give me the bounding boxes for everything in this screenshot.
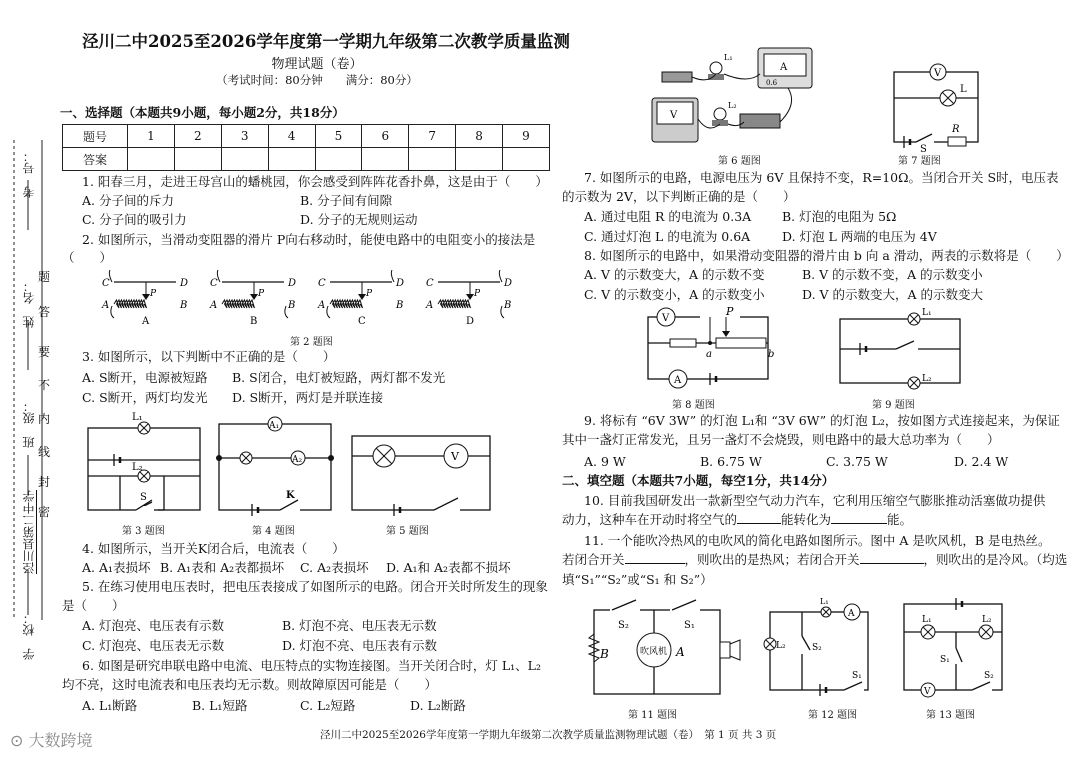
answer-table-answer-label: 答案 [63,148,128,171]
rheostat-coil [438,300,471,308]
rheostat-label-p: P [474,289,481,299]
rheostat-caption: A [142,316,150,327]
q9-option-d: D. 2.4 W [954,454,1009,469]
q11-blank-2[interactable] [860,551,924,564]
q3-option-d: D. S断开，两灯是并联连接 [232,390,384,405]
q3-option-a: A. S断开，电源被短路 [82,370,208,385]
q2-rheostat-figure [100,270,540,330]
watermark-icon: ⊙ [10,731,29,750]
exam-subtitle: 物理试题（卷） [271,57,363,72]
q2-stem: 2. 如图所示，当滑动变阻器的滑片 P向右移动时，能使电路中的电阻变小的接法是 [82,232,536,247]
q5-stem: 5. 在练习使用电压表时，把电压表接成了如图所示的电路。闭合开关时所发生的现象 [82,579,548,594]
q8-option-d: D. V 的示数变大，A 的示数变大 [802,287,984,302]
school-value: 泾川县第二中学 [22,490,36,574]
q3-caption-4: 第 4 题图 [252,526,295,537]
fig3-label-l1: L₁ [132,412,143,423]
q7-option-b: B. 灯泡的电阻为 5Ω [782,209,897,224]
q11-stem-2b: ，则吹出的是热风；若闭合开关 [684,552,860,567]
fig9-label-l2: L₂ [922,374,932,384]
q8-option-b: B. V 的示数不变，A 的示数变小 [802,267,983,282]
rheostat-label-p: P [366,289,373,299]
rheostat-label-c: C [318,278,326,289]
q5-option-a: A. 灯泡亮、电压表有示数 [82,618,224,633]
fig12-label-s2: S₂ [812,643,822,653]
fig6-label-a: A [780,62,788,73]
q11-blank-1[interactable] [625,551,685,564]
rheostat-label-b: B [180,300,188,311]
q11-caption: 第 11 题图 [628,710,678,721]
q5-option-c: C. 灯泡亮、电压表无示数 [82,638,225,653]
q10-blank-1[interactable] [737,511,781,524]
answer-cell[interactable] [409,148,456,171]
fig12-label-a: A [848,609,855,619]
q12-caption: 第 12 题图 [808,710,858,721]
answer-cell[interactable] [221,148,268,171]
fig11-label-s2: S₂ [618,620,629,631]
binding-strip [0,0,60,762]
rheostat-coil [114,300,147,308]
q3-caption-5: 第 5 题图 [386,526,429,537]
rheostat-wire [327,306,330,318]
q8-option-c: C. V 的示数变小，A 的示数变小 [584,287,765,302]
q10-stem-2a: 动力，这种车在开动时将空气的 [562,512,738,527]
fig8-label-a: a [706,349,712,360]
q11-stem-2 [562,551,1067,568]
q9-option-a: A. 9 W [584,454,626,469]
q9-option-b: B. 6.75 W [700,454,762,469]
rheostat-wire [111,306,114,318]
fig12-label-l1: L₁ [820,597,829,606]
answer-table [62,124,550,171]
fig11-blower-label: 吹风机 [640,647,668,657]
fig13-label-v: V [924,687,931,697]
fig11-label-s1: S₁ [684,620,695,631]
rheostat-label-a: A [102,300,110,311]
seal-char-2: 封 [38,475,51,489]
q6-caption: 第 6 题图 [718,156,761,167]
fig7-label-s: S [920,144,927,152]
rheostat-caption: C [358,316,366,327]
q10-stem-2 [562,511,912,528]
q5-stem-2: 是（ ） [62,598,125,613]
q1-option-d: D. 分子的无规则运动 [300,212,418,227]
fig13-label-s1: S₁ [940,655,950,665]
q2-stem-2: （ ） [62,250,113,265]
q4-stem: 4. 如图所示，当开关K闭合后，电流表（ ） [82,541,345,556]
fig4-label-a2: A₂ [292,455,303,465]
q1-option-c: C. 分子间的吸引力 [82,212,187,227]
rheostat-label-a: A [210,300,218,311]
fig5-label-v: V [451,450,459,463]
fig6-label-l2: L₂ [728,101,737,110]
q1-stem: 1. 阳春三月，走进王母宫山的蟠桃园，你会感受到阵阵花香扑鼻，这是由于（ ） [82,174,548,189]
school-label: 学 校： [22,612,36,660]
answer-table-number: 3 [221,125,268,148]
rheostat-label-a: A [426,300,434,311]
answer-table-number: 1 [128,125,175,148]
fig9-circuit [836,305,966,393]
exam-title: 泾川二中2025至2026学年度第一学期九年级第二次教学质量监测 [82,32,570,51]
number-label: 考 号： [22,150,36,198]
seal-char-6: 要 [38,345,51,359]
rheostat-label-c: C [102,278,110,289]
answer-cell[interactable] [315,148,362,171]
exam-meta: （考试时间：80分钟 满分：80分） [216,73,418,87]
answer-table-number: 6 [362,125,409,148]
rheostat-label-c: C [210,278,218,289]
watermark-text: 大数跨境 [28,731,93,750]
q9-option-c: C. 3.75 W [826,454,888,469]
q1-option-a: A. 分子间的斥力 [82,193,174,208]
seal-char-3: 线 [38,445,51,459]
q3-option-c: C. S断开，两灯均发光 [82,390,208,405]
rheostat-slider-arrow [250,294,258,300]
fig8-label-ammeter: A [674,375,682,386]
q8-stem: 8. 如图所示的电路中，如果滑动变阻器的滑片由 b 向 a 滑动，两表的示数将是（ ） [584,248,1069,263]
rheostat-caption: B [250,316,258,327]
fig3-label-s: S [140,492,147,503]
rheostat-wire [109,270,112,282]
q9-stem: 9. 将标有 “6V 3W” 的灯泡 L₁和 “3V 6W” 的灯泡 L₂，按如图方式连接起来，为保证 [584,413,1060,428]
q2-caption: 第 2 题图 [290,337,333,348]
fig6-label-l1: L₁ [724,53,733,62]
q7-stem: 7. 如图所示的电路，电源电压为 6V 且保持不变，R=10Ω。当闭合开关 S时，电压表 [584,170,1059,185]
fig13-label-l2: L₂ [982,615,992,625]
answer-cell[interactable] [268,148,315,171]
class-label: 班 级： [22,400,36,448]
rheostat-label-p: P [150,289,157,299]
q6-option-a: A. L₁断路 [82,698,138,713]
rheostat-label-d: D [288,278,297,289]
fig4-label-a1: A₁ [269,421,280,431]
q10-stem: 10. 目前我国研发出一款新型空气动力汽车，它利用压缩空气膨胀推动活塞做功提供 [584,493,1046,508]
q5-option-d: D. 灯泡不亮、电压表有示数 [282,638,438,653]
fig12-label-s1: S₁ [852,671,862,681]
fig13-label-l1: L₁ [922,615,932,625]
q10-stem-2c: 能。 [887,512,913,527]
rheostat-caption: D [466,316,475,327]
q7-option-d: D. 灯泡 L 两端的电压为 4V [782,229,937,244]
q5-option-b: B. 灯泡不亮、电压表无示数 [282,618,437,633]
answer-table-number: 5 [315,125,362,148]
fig8-label-b: b [768,349,775,360]
q10-stem-2b: 能转化为 [781,512,832,527]
rheostat-label-d: D [180,278,189,289]
figures-3-4-5 [84,410,544,522]
rheostat-label-d: D [504,278,513,289]
q4-option-d: D. A₁和 A₂表都不损坏 [386,560,511,575]
q11-stem: 11. 一个能吹冷热风的电吹风的简化电路如图所示。图中 A 是吹风机，B 是电热丝。 [584,533,1051,548]
q8-option-a: A. V 的示数变大，A 的示数不变 [584,267,765,282]
answer-table-number: 8 [456,125,503,148]
page-footer: 泾川二中2025至2026学年度第一学期九年级第二次教学质量监测物理试题（卷） 第 1 页 共 3 页 [320,729,777,741]
q3-caption-3: 第 3 题图 [122,526,165,537]
seal-char-4: 内 [38,412,51,426]
rheostat-label-b: B [288,300,296,311]
q7-caption: 第 7 题图 [898,156,941,167]
q7-option-c: C. 通过灯泡 L 的电流为 0.6A [584,229,751,244]
rheostat-label-c: C [426,278,434,289]
fig9-label-l1: L₁ [922,308,932,318]
answer-cell[interactable] [456,148,503,171]
answer-table-number: 9 [503,125,550,148]
rheostat-wire [217,270,220,282]
fig12-circuit [762,596,882,704]
seal-char-7: 答 [38,305,51,319]
q13-caption: 第 13 题图 [926,710,976,721]
fig7-label-l: L [960,84,967,95]
watermark-logo [10,728,93,751]
q3-option-b: B. S闭合，电灯被短路，两灯都不发光 [232,370,446,385]
q11-stem-3: 填“S₁”“S₂”或“S₁ 和 S₂”） [562,572,713,587]
q7-stem-2: 的示数为 2V，以下判断正确的是（ ） [562,189,796,204]
fig7-label-v: V [934,68,942,79]
q6-stem: 6. 如图是研究串联电路中电流、电压特点的实物连接图。当开关闭合时，灯 L₁、L₂ [82,658,541,673]
seal-char-8: 题 [38,270,51,284]
section1-heading: 一、选择题（本题共9小题，每小题2分，共18分） [60,105,345,120]
q4-option-b: B. A₁表和 A₂表都损坏 [160,560,285,575]
q4-option-c: C. A₂表损坏 [300,560,369,575]
section2-heading: 二、填空题（本题共7小题，每空1分，共14分） [562,473,835,488]
answer-cell[interactable] [362,148,409,171]
rheostat-label-b: B [504,300,512,311]
fig11-label-a: A [676,645,685,659]
fig12-label-l2: L₂ [776,641,786,651]
answer-table-header: 题号 [63,125,128,148]
q9-caption: 第 9 题图 [872,400,915,411]
answer-table-number: 2 [174,125,221,148]
answer-table-number: 4 [268,125,315,148]
name-label: 姓 名： [22,280,36,328]
rheostat-label-a: A [318,300,326,311]
fig7-label-r: R [952,124,960,135]
fig6-apparatus [648,44,818,150]
q8-caption: 第 8 题图 [672,400,715,411]
q6-option-d: D. L₂断路 [410,698,466,713]
fig6-label-v: V [670,110,678,121]
rheostat-slider-arrow [466,294,474,300]
q1-option-b: B. 分子间有间隙 [300,193,393,208]
q6-option-c: C. L₂短路 [300,698,356,713]
fig8-label-v: V [662,313,670,324]
rheostat-wire [499,270,502,282]
fig7-circuit [890,60,990,152]
q4-option-a: A. A₁表损坏 [82,560,151,575]
rheostat-wire [391,270,394,282]
answer-cell[interactable] [128,148,175,171]
answer-cell[interactable] [174,148,221,171]
seal-char-1: 密 [38,505,51,519]
rheostat-label-d: D [396,278,405,289]
q11-stem-2c: ，则吹出的是冷风。（均选 [923,552,1068,567]
q6-option-b: B. L₁短路 [192,698,248,713]
q10-blank-2[interactable] [831,511,887,524]
fig11-label-b: B [600,647,609,661]
q7-option-a: A. 通过电阻 R 的电流为 0.3A [584,209,752,224]
q3-stem: 3. 如图所示，以下判断中不正确的是（ ） [82,349,336,364]
seal-char-5: 不 [38,378,51,392]
q6-stem-2: 均不亮，这时电流表和电压表均无示数。则故障原因可能是（ ） [62,677,438,692]
fig13-circuit [900,596,1010,704]
rheostat-slider-arrow [142,294,150,300]
fig8-circuit [640,305,790,395]
rheostat-label-p: P [258,289,265,299]
q11-stem-2a: 若闭合开关 [562,552,625,567]
fig11-hairdryer-circuit [586,596,746,704]
answer-table-number: 7 [409,125,456,148]
fig4-label-k: K [286,490,295,501]
fig3-label-l2: L₂ [132,462,143,473]
rheostat-slider-arrow [358,294,366,300]
fig8-label-p: P [726,305,734,318]
answer-cell[interactable] [503,148,550,171]
q9-stem-2: 其中一盏灯正常发光，且另一盏灯不会烧毁，则电路中的最大总功率为（ ） [562,432,1000,447]
fig13-label-s2: S₂ [984,671,994,681]
fig6-a-reading: 0.6 [766,79,778,87]
rheostat-label-b: B [396,300,404,311]
rheostat-coil [222,300,255,308]
rheostat-coil [330,300,363,308]
